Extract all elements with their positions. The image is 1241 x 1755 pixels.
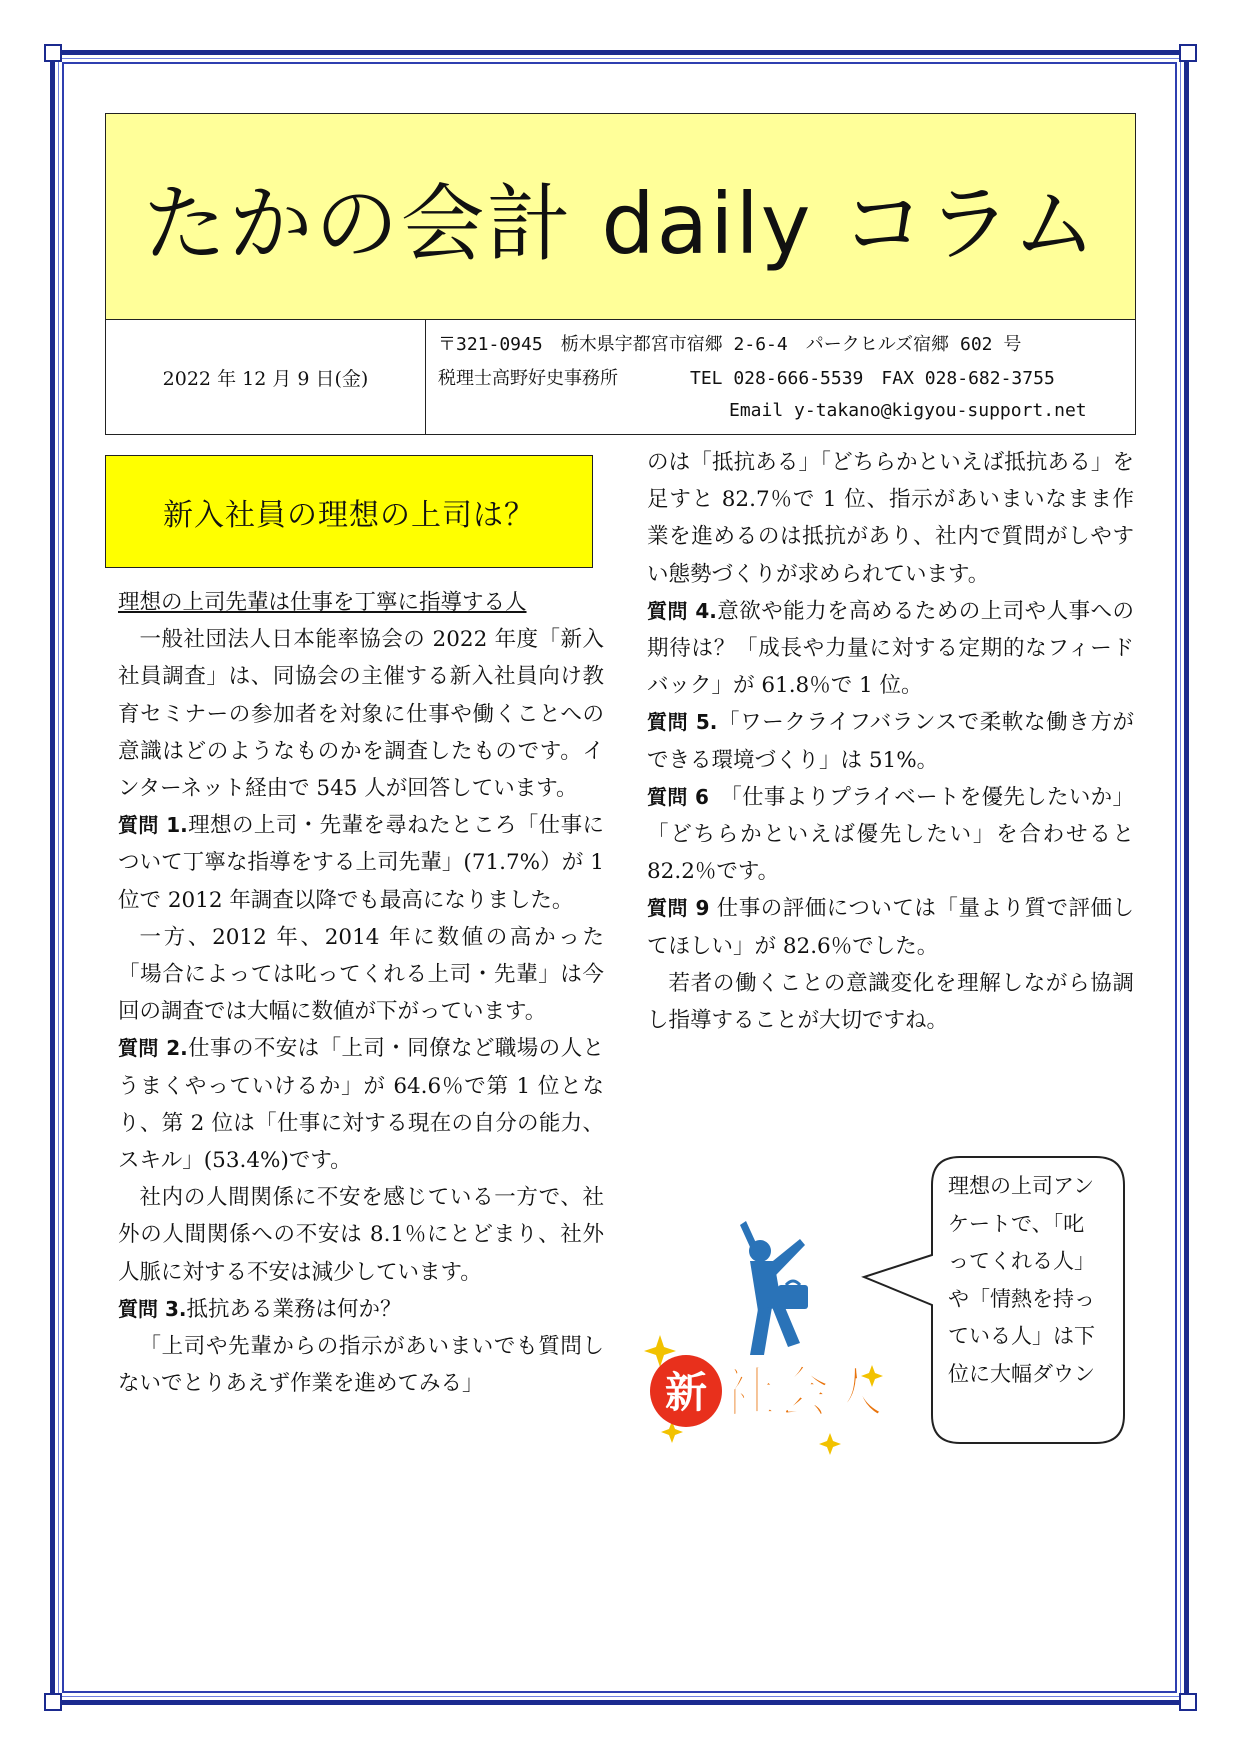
question-4 [647,593,1134,705]
paragraph: のは「抵抗ある」「どちらかといえば抵抗ある」を足すと 82.7％で 1 位、指示があいまいなまま作業を進めるのは抵抗があり、社内で質問がしやすい態勢づくりが求められています。 [647,450,1134,587]
speech-bubble-text: 理想の上司アンケートで、「叱ってくれる人」や「情熱を持っている人」は下位に大幅ダウン [948,1174,1095,1386]
question-label: 質問 4. [647,598,717,623]
contact-info [426,320,1135,434]
border-corner-bottom-left [44,1693,62,1711]
border-corner-bottom-right [1179,1693,1197,1711]
graphic-label: 社会人 [722,1361,884,1424]
question-label: 質問 2. [118,1036,188,1061]
title-band [106,114,1135,320]
office-name: 税理士高野好史事務所 [438,368,618,389]
office-tel: TEL 028-666-5539 [690,368,864,389]
masthead [105,113,1136,435]
question-label: 質問 1. [118,813,188,838]
office-email: Email y-takano@kigyou-support.net [729,400,1087,421]
office-fax: FAX 028-682-3755 [881,368,1055,389]
question-3 [118,1291,604,1328]
badge-text: 新 [664,1368,708,1417]
question-2 [118,1030,604,1179]
question-text: 「ワークライフバランスで柔軟な働き方ができる環境づくり」は 51%。 [647,710,1134,773]
paragraph: 一方、2012 年、2014 年に数値の高かった「場合によっては叱ってくれる上司・先輩」は今回の調査では大幅に数値が下がっています。 [118,924,604,1025]
issue-date: 2022 年 12 月 9 日(金) [106,320,426,434]
paragraph: 一般社団法人日本能率協会の 2022 年度「新入社員調査」は、同協会の主催する新入社員向け教育セミナーの参加者を対象に仕事や働くことへの意識はどのようなものかを調査したものです。インターネット経由で 545 人が回答しています。 [118,627,604,802]
question-label: 質問 6 [647,784,709,809]
paragraph: 社内の人間関係に不安を感じている一方で、社外の人間関係への不安は 8.1％にとどまり、社外人脈に対する不安は減少しています。 [118,1185,604,1285]
question-label: 質問 5. [647,710,718,735]
question-9 [647,890,1134,964]
paragraph: 若者の働くことの意識変化を理解しながら協調し指導することが大切ですね。 [647,970,1134,1034]
question-text: 意欲や能力を高めるための上司や人事への期待は？「成長や力量に対する定期的なフィードバック」が 61.8％で 1 位。 [647,598,1134,699]
article-column-right [647,444,1134,1039]
question-5 [647,704,1134,778]
jumping-person-icon [740,1221,808,1355]
office-contact-line [438,364,1055,390]
question-text: 理想の上司・先輩を尋ねたところ「仕事について丁寧な指導をする上司先輩」(71.7%）が 1 位で 2012 年調査以降でも最高になりました。 [118,813,604,913]
question-label: 質問 9 [647,896,710,921]
question-1 [118,807,604,919]
border-corner-top-right [1179,44,1197,62]
paragraph: 「上司や先輩からの指示があいまいでも質問しないでとりあえず作業を進めてみる」 [118,1334,604,1397]
office-address: 〒321-0945 栃木県宇都宮市宿郷 2-6-4 パークヒルズ宿郷 602 号 [438,334,1022,355]
question-label: 質問 3. [118,1296,187,1321]
article-column-left [118,584,604,1402]
question-text: 抵抗ある業務は何か？ [186,1296,402,1322]
new-employee-illustration [640,1215,900,1455]
question-text: 「仕事よりプライベートを優先したいか」「どちらかといえば優先したい」を合わせると 82.2％です。 [647,784,1134,885]
question-text: 仕事の評価については「量より質で評価してほしい」が 82.6％でした。 [647,896,1135,959]
question-6 [647,779,1134,891]
page-title: たかの会計 daily コラム [142,174,1099,273]
article-headline: 新入社員の理想の上司は？ [105,455,593,568]
border-corner-top-left [44,44,62,62]
article-subheading: 理想の上司先輩は仕事を丁寧に指導する人 [118,590,527,615]
question-text: 仕事の不安は「上司・同僚など職場の人とうまくやっていけるか」が 64.6％で第 1 位となり、第 2 位は「仕事に対する現在の自分の能力、スキル」(53.4%)です。 [118,1036,604,1174]
